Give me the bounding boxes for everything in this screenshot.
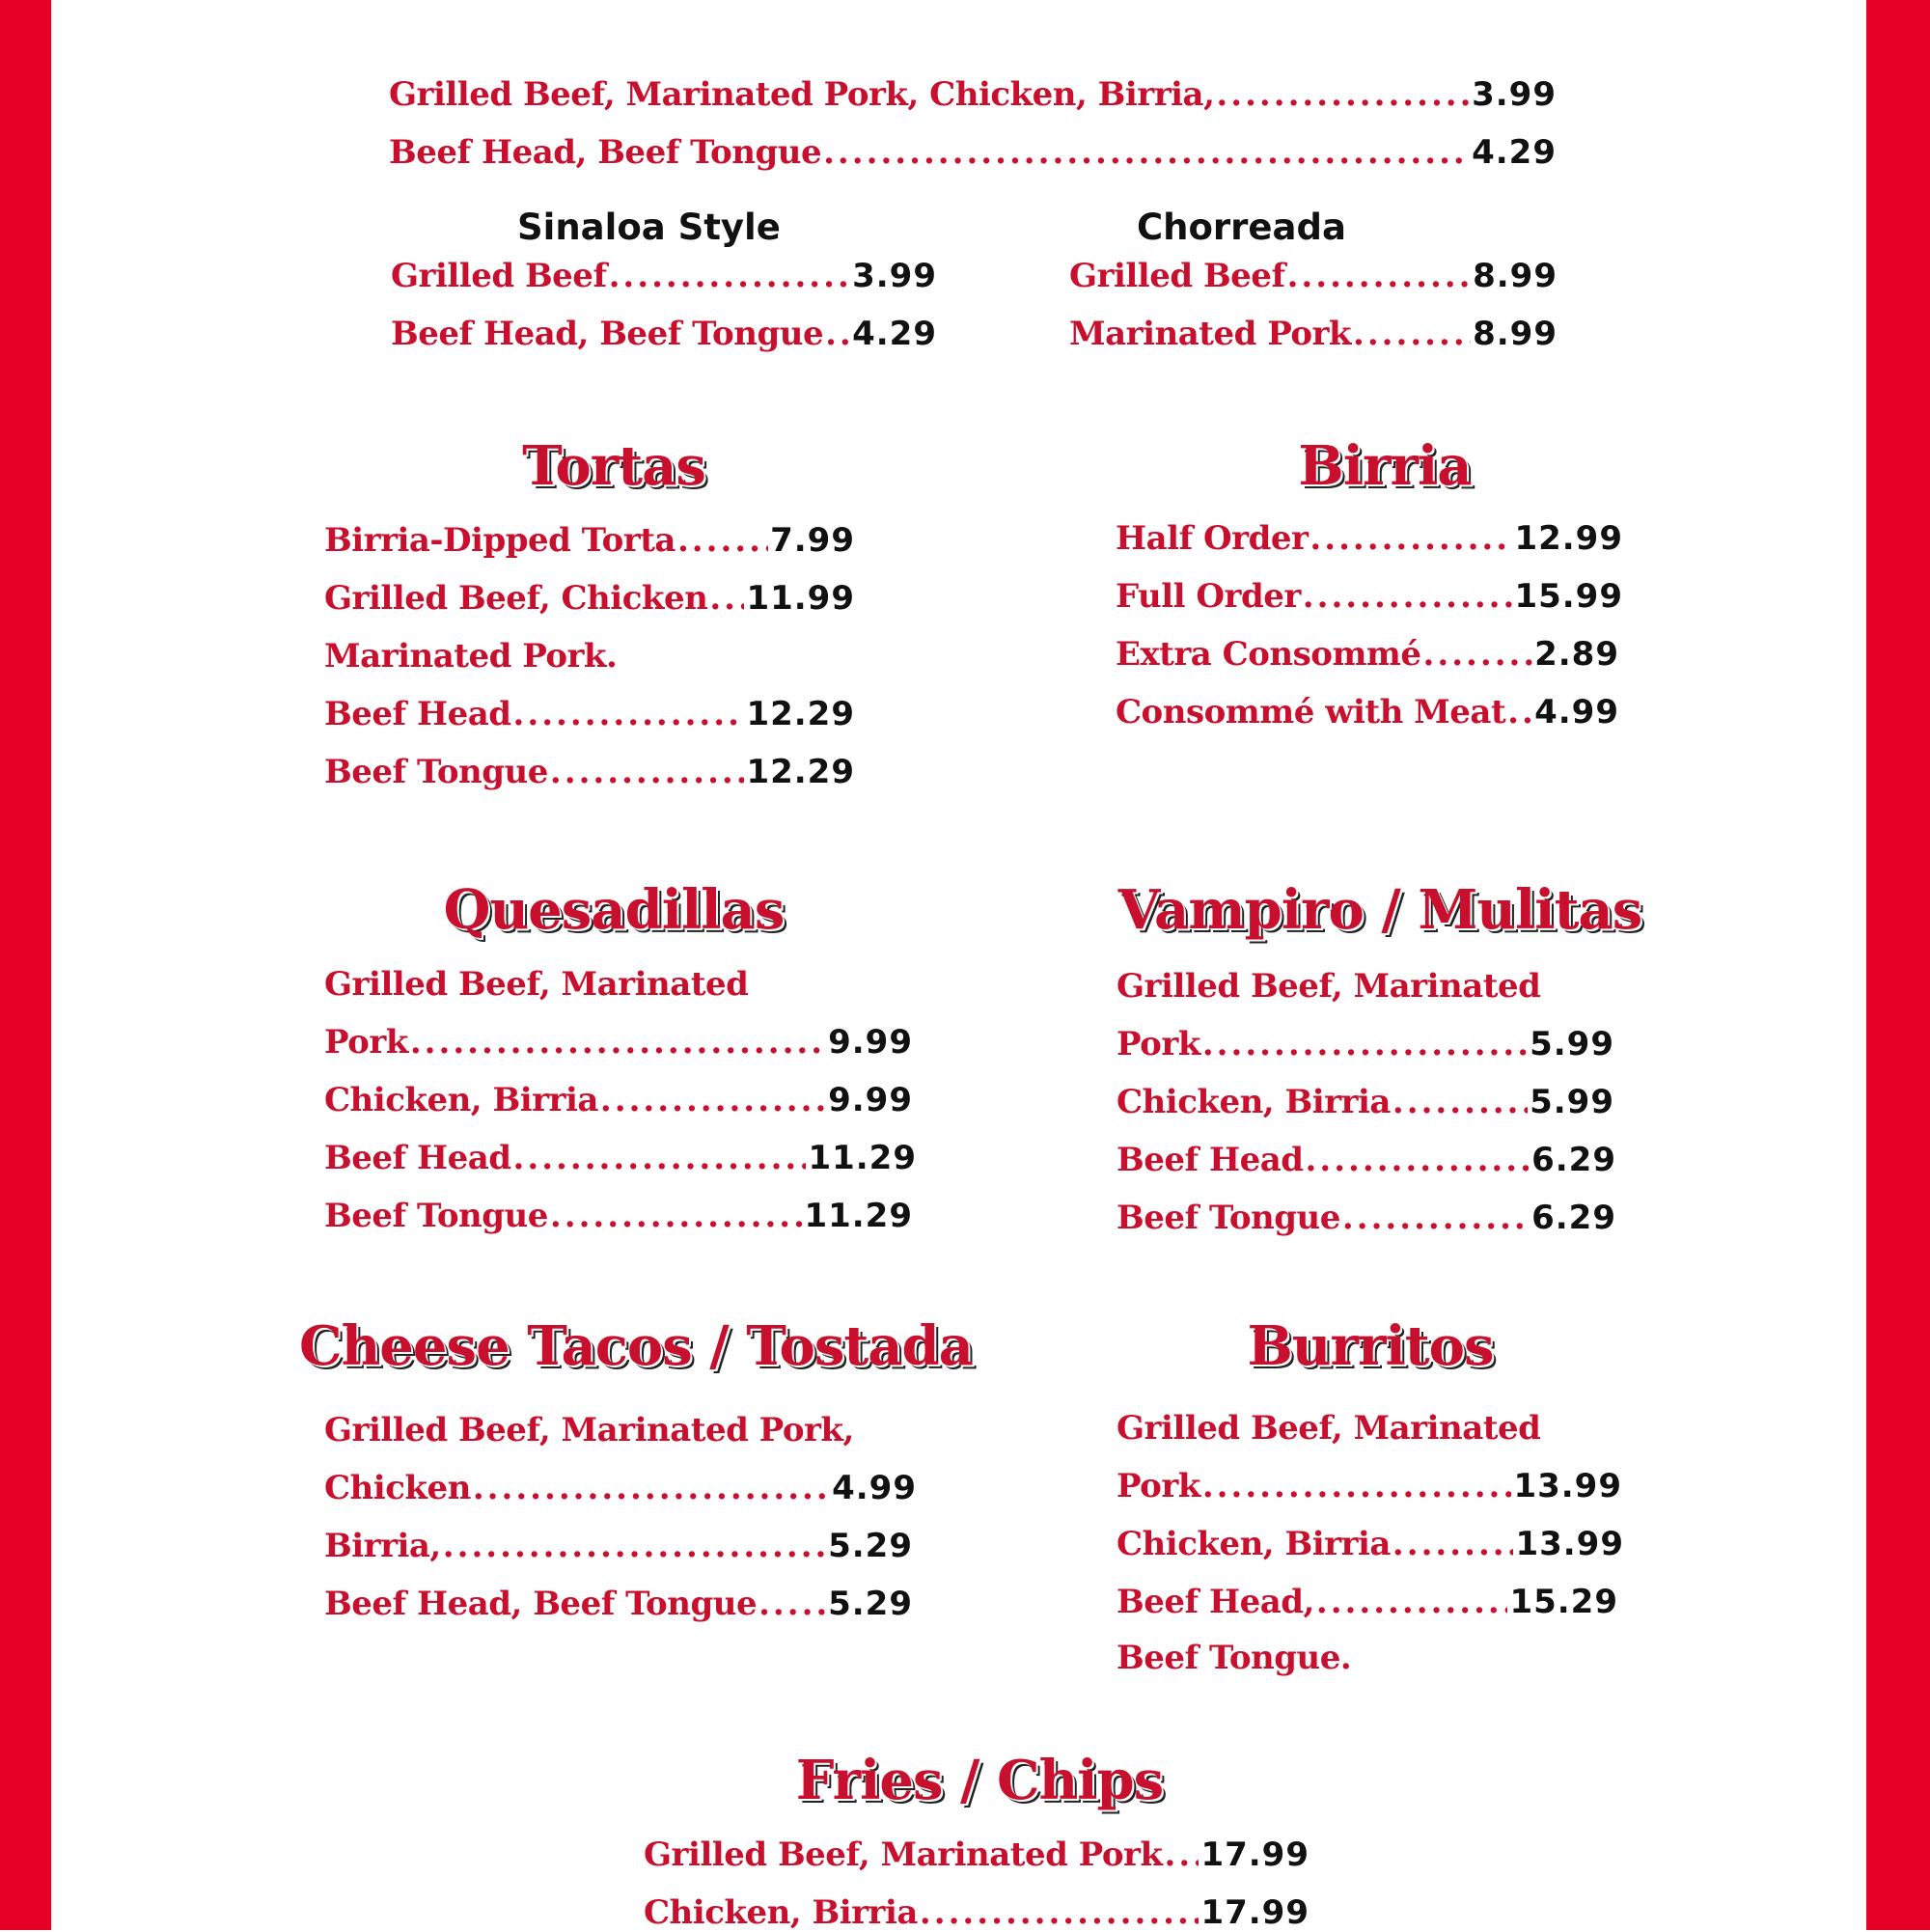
item-name: Grilled Beef, Marinated xyxy=(1117,967,1541,1006)
leader-dots xyxy=(550,753,745,791)
item-name: Grilled Beef, Marinated Pork, Chicken, Birria, xyxy=(389,75,1215,114)
item-name: Birria-Dipped Torta xyxy=(324,521,676,560)
leader-dots xyxy=(1423,635,1533,674)
menu-item xyxy=(1069,257,1558,295)
item-name: Chicken, Birria xyxy=(644,1893,918,1932)
item-price: 7.99 xyxy=(770,521,855,560)
menu-item xyxy=(324,1585,913,1623)
menu-item xyxy=(1117,1639,1618,1677)
item-price: 13.99 xyxy=(1515,1525,1624,1563)
item-name: Marinated Pork xyxy=(1069,315,1351,353)
leader-dots xyxy=(1507,693,1532,731)
item-name: Consommé with Meat xyxy=(1116,693,1506,731)
left-red-border xyxy=(0,0,51,1930)
item-name: Chicken, Birria xyxy=(324,1081,598,1119)
leader-dots xyxy=(1392,1083,1528,1121)
leader-dots xyxy=(709,579,744,618)
item-name: Grilled Beef xyxy=(391,257,607,295)
leader-dots xyxy=(1342,1199,1530,1237)
menu-item xyxy=(324,695,855,733)
item-price: 11.29 xyxy=(808,1139,917,1177)
leader-dots xyxy=(1303,577,1513,616)
menu-item xyxy=(324,753,855,791)
section-title-quesadillas: Quesadillas xyxy=(443,878,785,942)
item-name: Marinated Pork. xyxy=(324,637,618,676)
item-name: Beef Head, Beef Tongue xyxy=(391,315,824,353)
leader-dots xyxy=(513,1139,807,1177)
menu-item xyxy=(1117,1199,1616,1237)
section-title-burritos: Burritos xyxy=(1247,1314,1494,1378)
item-price: 4.99 xyxy=(832,1469,917,1507)
leader-dots xyxy=(823,133,1470,172)
menu-item xyxy=(1117,1083,1614,1121)
menu-item xyxy=(324,579,855,618)
menu-item xyxy=(324,637,855,676)
item-price: 9.99 xyxy=(828,1081,913,1119)
item-price: 15.99 xyxy=(1514,577,1623,616)
item-name: Beef Head xyxy=(1117,1141,1304,1179)
menu-item xyxy=(1117,1025,1614,1063)
item-name: Grilled Beef xyxy=(1069,257,1285,295)
leader-dots xyxy=(1353,315,1471,353)
leader-dots xyxy=(1306,1141,1530,1179)
item-name: Grilled Beef, Marinated Pork, xyxy=(324,1411,854,1449)
leader-dots xyxy=(1287,257,1472,295)
section-title-birria: Birria xyxy=(1298,434,1472,498)
menu-item xyxy=(1116,635,1619,674)
leader-dots xyxy=(600,1081,826,1119)
menu-item xyxy=(1117,1525,1624,1563)
menu-item xyxy=(324,1411,917,1449)
menu-item xyxy=(391,315,937,353)
leader-dots xyxy=(1202,1025,1528,1063)
item-price: 5.29 xyxy=(828,1527,913,1565)
item-name: Pork xyxy=(1117,1467,1200,1505)
leader-dots xyxy=(1310,519,1512,558)
menu-item xyxy=(1117,1467,1622,1505)
item-price: 6.29 xyxy=(1531,1199,1616,1237)
menu-item xyxy=(1116,519,1623,558)
menu-item xyxy=(644,1835,1310,1874)
menu-item xyxy=(1117,1583,1618,1621)
item-name: Pork xyxy=(324,1023,408,1062)
item-price: 3.99 xyxy=(1472,75,1557,114)
leader-dots xyxy=(1316,1583,1508,1621)
item-price: 17.99 xyxy=(1200,1893,1310,1932)
item-price: 5.99 xyxy=(1530,1083,1614,1121)
menu-item xyxy=(324,1139,917,1177)
item-name: Pork xyxy=(1117,1025,1200,1063)
item-price: 8.99 xyxy=(1473,257,1558,295)
menu-item xyxy=(324,1527,913,1565)
item-price: 12.29 xyxy=(746,695,855,733)
subsection-title-sinaloa: Sinaloa Style xyxy=(517,207,781,248)
item-name: Grilled Beef, Marinated xyxy=(1117,1409,1541,1448)
menu-item xyxy=(324,1197,913,1235)
item-price: 2.89 xyxy=(1534,635,1619,674)
item-price: 8.99 xyxy=(1473,315,1558,353)
menu-item xyxy=(324,965,913,1004)
item-name: Beef Head xyxy=(324,695,511,733)
item-name: Beef Tongue. xyxy=(1117,1639,1352,1677)
item-price: 17.99 xyxy=(1200,1835,1310,1874)
menu-item xyxy=(1116,693,1619,731)
item-name: Half Order xyxy=(1116,519,1309,558)
leader-dots xyxy=(1216,75,1470,114)
item-price: 4.29 xyxy=(852,315,937,353)
item-price: 5.29 xyxy=(828,1585,913,1623)
menu-item xyxy=(1117,967,1614,1006)
menu-item xyxy=(324,1469,917,1507)
leader-dots xyxy=(443,1527,826,1565)
item-name: Birria, xyxy=(324,1527,441,1565)
item-name: Grilled Beef, Marinated xyxy=(324,965,749,1004)
menu-item xyxy=(389,133,1557,172)
item-price: 12.29 xyxy=(746,753,855,791)
leader-dots xyxy=(609,257,851,295)
leader-dots xyxy=(473,1469,830,1507)
item-name: Chicken xyxy=(324,1469,471,1507)
item-price: 4.29 xyxy=(1472,133,1557,172)
right-red-border xyxy=(1866,0,1930,1930)
leader-dots xyxy=(758,1585,826,1623)
menu-item xyxy=(1116,577,1623,616)
menu-item xyxy=(1069,315,1558,353)
item-name: Beef Tongue xyxy=(1117,1199,1340,1237)
leader-dots xyxy=(825,315,850,353)
menu-item xyxy=(389,75,1557,114)
leader-dots xyxy=(1202,1467,1512,1505)
item-name: Beef Tongue xyxy=(324,1197,548,1235)
item-price: 13.99 xyxy=(1513,1467,1622,1505)
subsection-title-chorreada: Chorreada xyxy=(1137,207,1346,248)
menu-item xyxy=(324,521,855,560)
menu-item xyxy=(324,1081,913,1119)
item-name: Extra Consommé xyxy=(1116,635,1421,674)
menu-item xyxy=(1117,1409,1622,1448)
item-name: Beef Head xyxy=(324,1139,511,1177)
item-name: Beef Head, Beef Tongue xyxy=(324,1585,758,1623)
item-name: Beef Tongue xyxy=(324,753,548,791)
menu-item xyxy=(391,257,937,295)
item-price: 12.99 xyxy=(1514,519,1623,558)
leader-dots xyxy=(920,1893,1199,1932)
leader-dots xyxy=(677,521,768,560)
item-price: 5.99 xyxy=(1530,1025,1614,1063)
section-title-fries-chips: Fries / Chips xyxy=(795,1749,1164,1812)
menu-item xyxy=(644,1893,1310,1932)
leader-dots xyxy=(550,1197,803,1235)
item-price: 11.99 xyxy=(746,579,855,618)
leader-dots xyxy=(513,695,745,733)
item-name: Beef Head, xyxy=(1117,1583,1314,1621)
item-price: 9.99 xyxy=(828,1023,913,1062)
item-name: Chicken, Birria xyxy=(1117,1525,1391,1563)
item-price: 3.99 xyxy=(852,257,937,295)
section-title-tortas: Tortas xyxy=(522,434,705,498)
section-title-cheese-tacos-tostada: Cheese Tacos / Tostada xyxy=(299,1314,973,1378)
leader-dots xyxy=(410,1023,826,1062)
menu-item xyxy=(324,1023,913,1062)
section-title-vampiro-mulitas: Vampiro / Mulitas xyxy=(1117,878,1642,942)
item-price: 11.29 xyxy=(804,1197,913,1235)
item-price: 15.29 xyxy=(1509,1583,1618,1621)
item-name: Grilled Beef, Chicken xyxy=(324,579,708,618)
leader-dots xyxy=(1165,1835,1199,1874)
item-name: Full Order xyxy=(1116,577,1301,616)
item-name: Beef Head, Beef Tongue xyxy=(389,133,822,172)
menu-item xyxy=(1117,1141,1616,1179)
leader-dots xyxy=(1392,1525,1514,1563)
item-price: 6.29 xyxy=(1531,1141,1616,1179)
item-price: 4.99 xyxy=(1534,693,1619,731)
item-name: Chicken, Birria xyxy=(1117,1083,1391,1121)
item-name: Grilled Beef, Marinated Pork xyxy=(644,1835,1163,1874)
